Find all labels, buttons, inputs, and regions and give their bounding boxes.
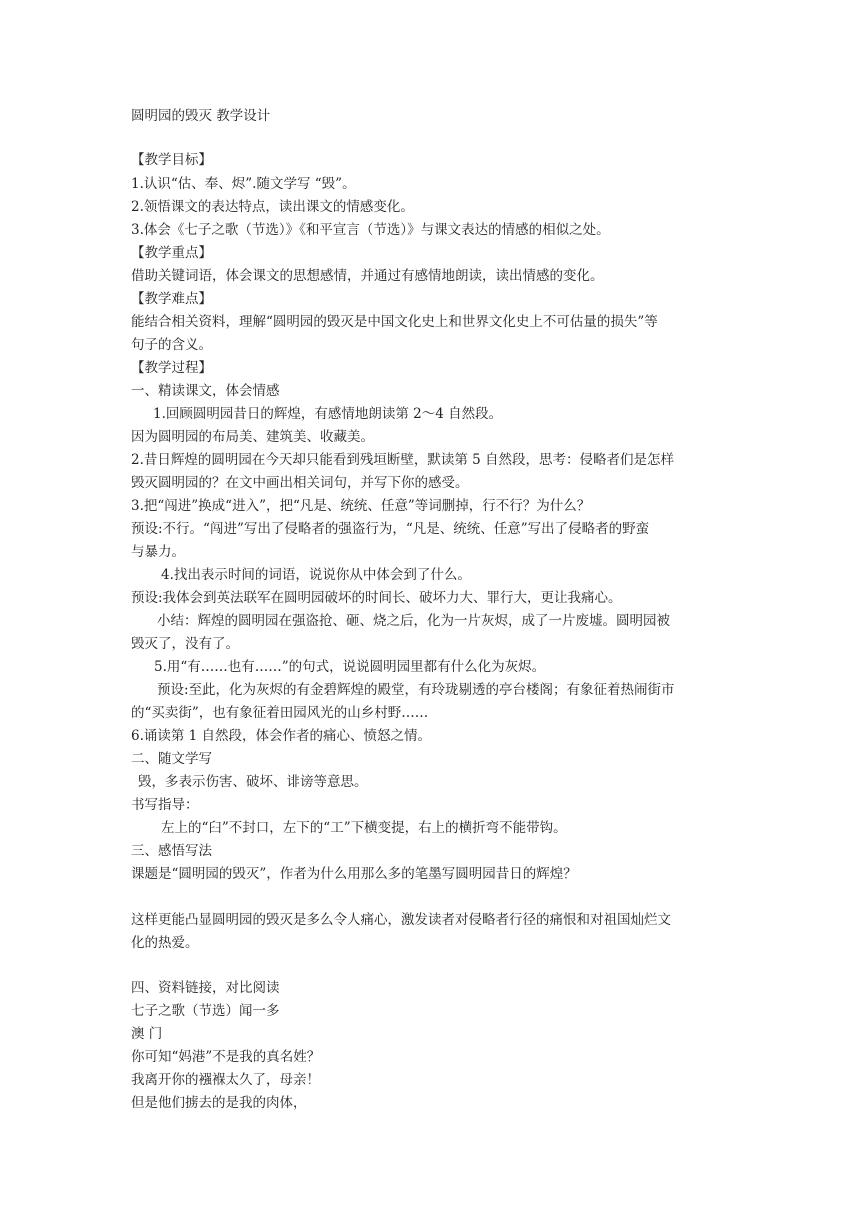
text-line: 书写指导： — [131, 797, 199, 813]
text-line: 小结：辉煌的圆明园在强盗抢、砸、烧之后，化为一片灰烬，成了一片废墟。圆明园被 — [157, 613, 670, 629]
subsection-heading: 二、随文学写 — [131, 751, 212, 767]
text-line: 2.昔日辉煌的圆明园在今天却只能看到残垣断壁，默读第 5 自然段，思考：侵略者们是怎样 — [131, 452, 675, 468]
text-line: 与暴力。 — [131, 544, 185, 560]
section-heading: 【教学重点】 — [131, 245, 212, 261]
text-line: 课题是“圆明园的毁灭”，作者为什么用那么多的笔墨写圆明园昔日的辉煌？ — [131, 866, 577, 882]
subsection-heading: 四、资料链接，对比阅读 — [131, 980, 280, 996]
text-line: 6.诵读第 1 自然段，体会作者的痛心、愤怒之情。 — [131, 728, 432, 744]
poem-subtitle: 澳 门 — [131, 1026, 163, 1042]
text-line: 4.找出表示时间的词语，说说你从中体会到了什么。 — [161, 567, 471, 583]
text-line: 预设:不行。“闯进”写出了侵略者的强盗行为，“凡是、统统、任意”写出了侵略者的野蛮 — [131, 521, 650, 537]
section-heading: 【教学难点】 — [131, 291, 212, 307]
text-line: 3.把“闯进”换成“进入”，把“凡是、统统、任意”等词删掉，行不行？为什么？ — [131, 498, 591, 514]
text-line: 毁灭圆明园的？在文中画出相关词句，并写下你的感受。 — [131, 475, 469, 491]
text-line: 1.认识“估、奉、烬”.随文学写 “毁”。 — [131, 176, 356, 192]
text-line: 句子的含义。 — [131, 337, 212, 353]
text-line: 借助关键词语，体会课文的思想感情，并通过有感情地朗读，读出情感的变化。 — [131, 268, 604, 284]
section-heading: 【教学过程】 — [131, 360, 212, 376]
poem-line: 但是他们掳去的是我的肉体， — [131, 1095, 307, 1111]
text-line: 因为圆明园的布局美、建筑美、收藏美。 — [131, 429, 374, 445]
text-line: 毁，多表示伤害、破坏、诽谤等意思。 — [138, 774, 368, 790]
text-line: 左上的“臼”不封口，左下的“工”下横变提，右上的横折弯不能带钩。 — [161, 820, 567, 836]
document-title: 圆明园的毁灭 教学设计 — [131, 108, 271, 124]
text-line: 的“买卖街”，也有象征着田园风光的山乡村野…… — [131, 705, 429, 721]
subsection-heading: 三、感悟写法 — [131, 843, 212, 859]
poem-line: 你可知“妈港”不是我的真名姓？ — [131, 1049, 321, 1065]
text-line: 1.回顾圆明园昔日的辉煌，有感情地朗读第 2～4 自然段。 — [153, 406, 503, 422]
poem-title: 七子之歌（节选）闻一多 — [131, 1003, 280, 1019]
poem-line: 我离开你的襁褓太久了，母亲！ — [131, 1072, 320, 1088]
text-line: 5.用“有……也有……”的句式，说说圆明园里都有什么化为灰烬。 — [154, 659, 546, 675]
text-line: 2.领悟课文的表达特点，读出课文的情感变化。 — [131, 199, 414, 215]
subsection-heading: 一、精读课文，体会情感 — [131, 383, 280, 399]
text-line: 3.体会《七子之歌（节选）》《和平宣言（节选）》与课文表达的情感的相似之处。 — [131, 222, 610, 238]
text-line: 能结合相关资料，理解“圆明园的毁灭是中国文化史上和世界文化史上不可估量的损失”等 — [131, 314, 658, 330]
text-line: 预设:至此，化为灰烬的有金碧辉煌的殿堂，有玲珑剔透的亭台楼阁；有象征着热闹街市 — [157, 682, 675, 698]
text-line: 化的热爱。 — [131, 935, 199, 951]
text-line: 预设:我体会到英法联军在圆明园破坏的时间长、破坏力大、罪行大，更让我痛心。 — [131, 590, 622, 606]
section-heading: 【教学目标】 — [131, 152, 212, 168]
text-line: 这样更能凸显圆明园的毁灭是多么令人痛心，激发读者对侵略者行径的痛恨和对祖国灿烂文 — [131, 912, 671, 928]
text-line: 毁灭了，没有了。 — [131, 636, 239, 652]
